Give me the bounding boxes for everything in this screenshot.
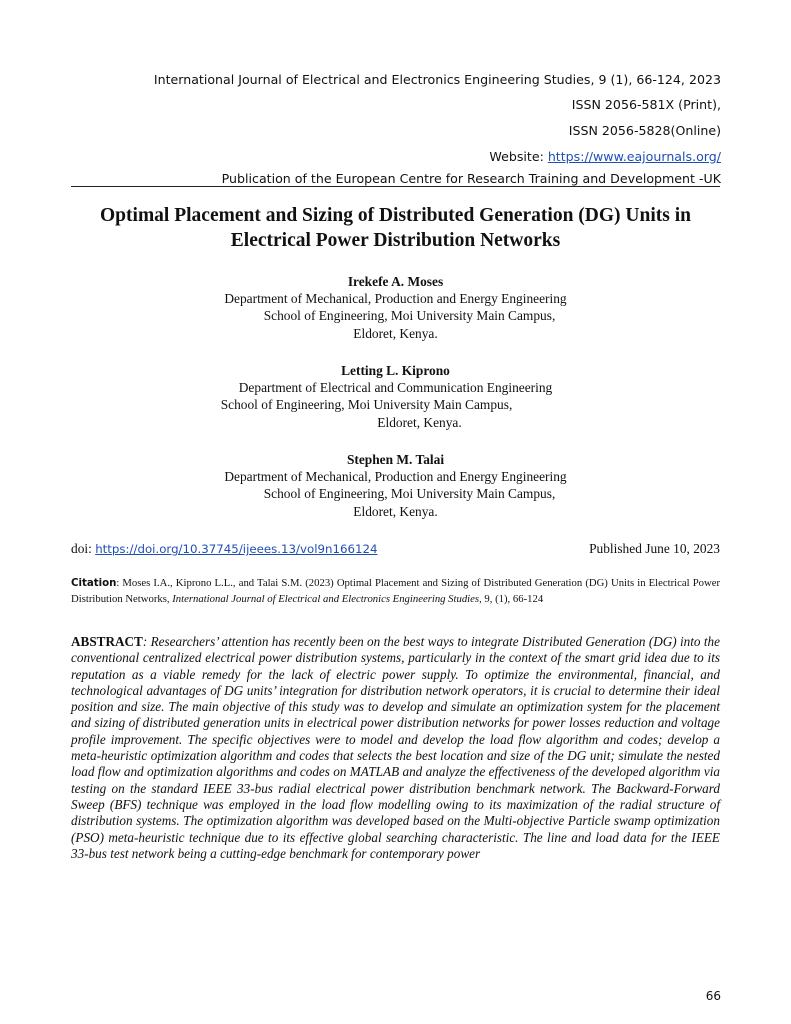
website-link[interactable]: https://www.eajournals.org/	[547, 149, 721, 164]
author-block-2	[0, 362, 791, 431]
paper-title-line2: Electrical Power Distribution Networks	[230, 230, 561, 251]
published-date: Published June 10, 2023	[589, 541, 720, 556]
issn-online: ISSN 2056-5828(Online)	[568, 123, 721, 138]
author-affiliation-line: School of Engineering, Moi University Main Campus,	[263, 308, 556, 324]
citation	[71, 576, 720, 606]
website-label: Website:	[489, 149, 548, 164]
citation-label: Citation	[71, 578, 117, 589]
doi-label: doi:	[71, 541, 96, 556]
author-affiliation-line: School of Engineering, Moi University Main Campus,	[220, 397, 513, 413]
paper-title-line1: Optimal Placement and Sizing of Distributed Generation (DG) Units in	[100, 205, 691, 226]
author-block-3	[0, 451, 791, 520]
abstract-label: ABSTRACT	[71, 634, 143, 649]
author-affiliation-line: School of Engineering, Moi University Main Campus,	[263, 486, 556, 502]
doi-link[interactable]: https://doi.org/10.37745/ijeees.13/vol9n166124	[95, 542, 378, 556]
journal-line: International Journal of Electrical and Electronics Engineering Studies, 9 (1), 66-124, 2023	[153, 72, 721, 87]
author-affiliation-line: Department of Mechanical, Production and Energy Engineering	[224, 469, 567, 485]
author-affiliation-line: Department of Mechanical, Production and Energy Engineering	[224, 291, 567, 307]
author-affiliation-line: Department of Electrical and Communication Engineering	[238, 380, 553, 396]
issn-print: ISSN 2056-581X (Print),	[571, 97, 721, 112]
author-affiliation-line: Eldoret, Kenya.	[353, 325, 438, 341]
abstract-text: : Researchers’ attention has recently been on the best ways to integrate Distributed Generation (DG) into the conventional centralized electrical power distribution systems, particularly in the context of the smart grid idea due to its reputation as a viable remedy for the lack of electric power supply. To optimize the environmental, financial, and technological advantages of DG units’ integration for distribution network operators, it is crucial to determine their ideal position and size. The main objective of this study was to develop and simulate an optimization system for the placement and sizing of distributed generation units in electrical power distribution networks for power losses reduction and voltage profile improvement. The specific objectives were to model and develop the load flow algorithm and codes; develop a meta-heuristic optimization algorithm and codes that selects the best location and size of the DG unit; simulate the nested load flow and optimization algorithms and codes on MATLAB and analyze the effectiveness of the developed algorithm via testing on the standard IEEE 33-bus radial electrical power distribution benchmark network. The Backward-Forward Sweep (BFS) technique was employed in the load flow modelling owing to its maximization of the radial structure of distribution systems. The optimization algorithm was developed based on the Multi-objective Particle swamp optimization (PSO) meta-heuristic technique due to its effective global searching characteristic. The line and load data for the IEEE 33-bus test network being a cutting-edge benchmark for contemporary power	[71, 634, 720, 861]
header-divider	[71, 186, 720, 187]
author-name: Irekefe A. Moses	[347, 274, 444, 289]
citation-text: : Moses I.A., Kiprono L.L., and Talai S.M. (2023) Optimal Placement and Sizing of Distributed Generation (DG) Units in Electrical Power Distribution Networks,	[71, 577, 720, 605]
page-number: 66	[705, 989, 721, 1003]
author-name: Stephen M. Talai	[346, 452, 445, 467]
author-affiliation-line: Eldoret, Kenya.	[353, 503, 438, 519]
paper-title	[0, 203, 791, 253]
website-line	[489, 149, 721, 164]
author-name: Letting L. Kiprono	[341, 363, 450, 378]
abstract	[71, 634, 720, 862]
citation-end: , 9, (1), 66-124	[479, 592, 544, 605]
citation-journal: International Journal of Electrical and Electronics Engineering Studies	[172, 592, 480, 605]
author-block-1	[0, 273, 791, 342]
publication-line: Publication of the European Centre for Research Training and Development -UK	[221, 171, 721, 186]
doi-line	[71, 541, 720, 557]
author-affiliation-line: Eldoret, Kenya.	[377, 414, 462, 430]
